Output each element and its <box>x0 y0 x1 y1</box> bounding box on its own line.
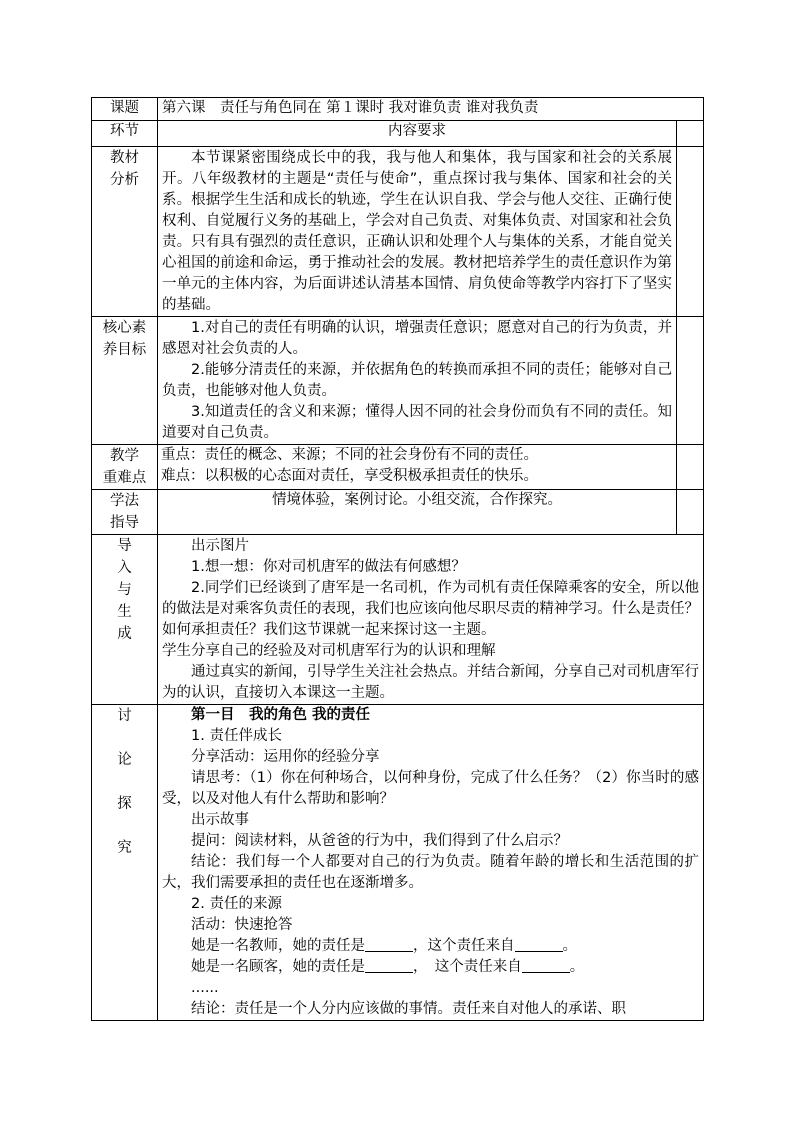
discuss-line: 请思考：（1）你在何种场合，以何种身份，完成了什么任务？（2）你当时的感受，以及对他人有什么帮助和影响？ <box>162 770 700 807</box>
title-label: 课题 <box>92 98 158 121</box>
discuss-content <box>158 705 704 1021</box>
discuss-subheading: 2. 责任的来源 <box>191 896 282 912</box>
discuss-line: 结论：责任是一个人分内应该做的事情。责任来自对他人的承诺、职 <box>191 1001 626 1017</box>
answer-blank <box>365 937 413 952</box>
intro-content <box>158 535 704 705</box>
quiz-line: 她是一名顾客，她的责任是 ， 这个责任来自 。 <box>191 959 585 975</box>
material-extra-cell <box>677 147 704 317</box>
answer-blank <box>515 937 563 952</box>
key-points-row <box>92 445 704 490</box>
key-points-label: 教学 重难点 <box>92 445 158 490</box>
answer-blank <box>365 958 413 973</box>
header-extra-cell <box>677 121 704 147</box>
key-points-extra-cell <box>677 445 704 490</box>
discuss-line: 分享活动：运用你的经验分享 <box>191 749 380 765</box>
discuss-line: 提问：阅读材料，从爸爸的行为中，我们得到了什么启示？ <box>191 833 568 849</box>
discuss-line: 出示故事 <box>191 812 249 828</box>
material-row <box>92 147 704 317</box>
goals-extra-cell <box>677 317 704 445</box>
method-content: 情境体验，案例讨论。小组交流，合作探究。 <box>158 490 677 535</box>
discuss-ellipsis: ...... <box>191 980 219 996</box>
intro-paragraph: 通过真实的新闻，引导学生关注社会热点。并结合新闻，分享自己对司机唐军行为的认识，直接切入本课这一主题。 <box>162 664 700 701</box>
intro-paragraph: 2.同学们已经谈到了唐军是一名司机，作为司机有责任保障乘客的安全，所以他的做法是对乘客负责任的表现，我们也应该向他尽职尽责的精神学习。什么是责任？如何承担责任？我们这节课就一起来探讨这一主题。 <box>162 580 700 638</box>
intro-paragraph: 1.想一想：你对司机唐军的做法有何感想？ <box>191 559 466 575</box>
method-row <box>92 490 704 535</box>
goal-item: 1.对自己的责任有明确的认识，增强责任意识；愿意对自己的行为负责，并感恩对社会负责的人。 <box>162 320 672 357</box>
intro-row <box>92 535 704 705</box>
discuss-heading: 第一目 我的角色 我的责任 <box>191 707 371 723</box>
material-label: 教材 分析 <box>92 147 158 317</box>
method-label: 学法 指导 <box>92 490 158 535</box>
lesson-plan-table <box>91 97 704 1021</box>
discuss-label: 讨 论 探 究 <box>92 705 158 1021</box>
intro-paragraph: 学生分享自己的经验及对司机唐军行为的认识和理解 <box>162 643 496 659</box>
material-paragraph: 本节课紧密围绕成长中的我，我与他人和集体，我与国家和社会的关系展开。八年级教材的主题是“责任与使命”，重点探讨我与集体、国家和社会的关系。根据学生生活和成长的轨迹，学生在认识自我、学会与他人交往、正确行使权利、自觉履行义务的基础上，学会对自己负责、对集体负责、对国家和社会负责。只有具有强烈的责任意识，正确认识和处理个人与集体的关系，才能自觉关心祖国的前途和命运，勇于推动社会的发展。教材把培养学生的责任意识作为第一单元的主体内容，为后面讲述认清基本国情、肩负使命等教学内容打下了坚实的基础。 <box>162 150 672 313</box>
material-content <box>158 147 677 317</box>
discuss-subheading: 1. 责任伴成长 <box>191 728 282 744</box>
discuss-line: 活动：快速抢答 <box>191 917 293 933</box>
intro-label: 导 入 与 生 成 <box>92 535 158 705</box>
goals-content <box>158 317 677 445</box>
goals-label: 核心素 养目标 <box>92 317 158 445</box>
discuss-row <box>92 705 704 1021</box>
method-extra-cell <box>677 490 704 535</box>
goal-item: 3.知道责任的含义和来源；懂得人因不同的社会身份而负有不同的责任。知道要对自己负责。 <box>162 404 672 441</box>
header-content: 内容要求 <box>158 121 677 147</box>
goal-item: 2.能够分清责任的来源，并依据角色的转换而承担不同的责任；能够对自己负责，也能够对他人负责。 <box>162 362 672 399</box>
lesson-title: 第六课 责任与角色同在 第１课时 我对谁负责 谁对我负责 <box>158 98 704 121</box>
key-points-content <box>158 445 677 490</box>
title-row <box>92 98 704 121</box>
key-point-line: 重点：责任的概念、来源；不同的社会身份有不同的责任。 <box>161 447 538 463</box>
answer-blank <box>522 958 570 973</box>
goals-row <box>92 317 704 445</box>
discuss-line: 结论：我们每一个人都要对自己的行为负责。随着年龄的增长和生活范围的扩大，我们需要承担的责任也在逐渐增多。 <box>162 854 700 891</box>
header-row <box>92 121 704 147</box>
intro-paragraph: 出示图片 <box>191 538 249 554</box>
quiz-line: 她是一名教师，她的责任是 ，这个责任来自 。 <box>191 938 577 954</box>
header-label: 环节 <box>92 121 158 147</box>
difficult-point-line: 难点：以积极的心态面对责任，享受积极承担责任的快乐。 <box>161 468 538 484</box>
